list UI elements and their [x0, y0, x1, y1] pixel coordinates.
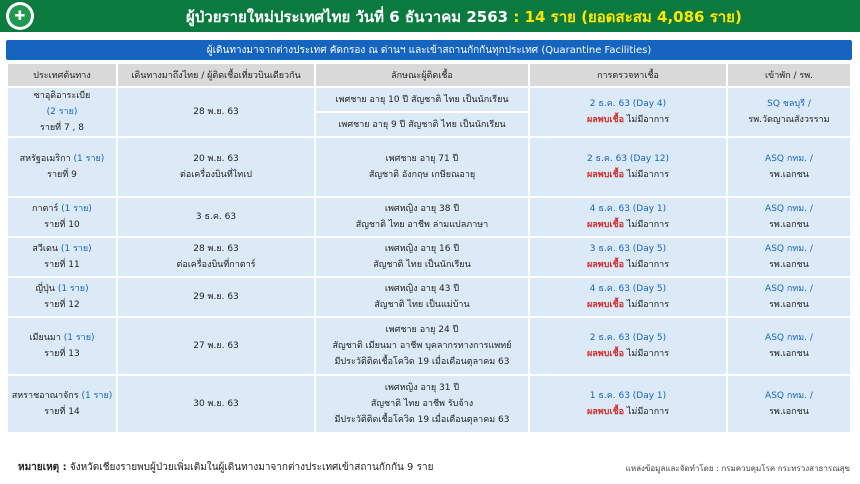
profile-line: มีประวัติติดเชื้อโควิด 19 เมื่อเดือนตุลาคม 63 — [334, 357, 510, 367]
test-result: ผลพบเชื้อ — [586, 170, 624, 180]
hospital-name: รพ.เอกชน — [769, 260, 809, 270]
country-name: กาตาร์ — [32, 204, 59, 214]
cell-facility — [728, 278, 850, 316]
note-text: จังหวัดเชียงรายพบผู้ป่วยเพิ่มเติมในผู้เดินทางมาจากต่างประเทศเข้าสถานกักกัน 9 ราย — [69, 462, 434, 473]
arrival-line: 20 พ.ย. 63 — [193, 154, 239, 164]
symptom-status: ไม่มีอาการ — [626, 349, 670, 359]
col-header-test: การตรวจหาเชื้อ — [530, 64, 726, 86]
cell-arrival — [118, 88, 314, 136]
profile-line: เพศหญิง อายุ 43 ปี — [384, 284, 460, 294]
symptom-status: ไม่มีอาการ — [626, 300, 670, 310]
hospital-name: รพ.เอกชน — [769, 349, 809, 359]
table-row — [8, 318, 850, 374]
country-name: สหราชอาณาจักร — [11, 391, 79, 401]
symptom-status: ไม่มีอาการ — [626, 170, 670, 180]
profile-line: มีประวัติติดเชื้อโควิด 19 เมื่อเดือนตุลาคม 63 — [334, 415, 510, 425]
cell-profile — [316, 198, 528, 236]
test-date: 4 ธ.ค. 63 (Day 5) — [589, 284, 667, 294]
case-number: รายที่ 11 — [44, 260, 80, 270]
test-result: ผลพบเชื้อ — [586, 220, 624, 230]
cell-test — [530, 278, 726, 316]
facility-name: ASQ กทม. / — [765, 154, 813, 164]
arrival-line: ต่อเครื่องบินที่กาตาร์ — [176, 260, 256, 270]
note-label: หมายเหตุ : — [18, 462, 67, 473]
arrival-line: 28 พ.ย. 63 — [193, 244, 239, 254]
cell-arrival — [118, 318, 314, 374]
country-name: เมียนมา — [29, 333, 61, 343]
hospital-name: รพ.เอกชน — [769, 170, 809, 180]
test-result: ผลพบเชื้อ — [586, 260, 624, 270]
arrival-line: 29 พ.ย. 63 — [193, 292, 239, 302]
profile-line: เพศหญิง อายุ 31 ปี — [384, 383, 460, 393]
arrival-line: 28 พ.ย. 63 — [193, 107, 239, 117]
test-result: ผลพบเชื้อ — [586, 349, 624, 359]
cell-test — [530, 238, 726, 276]
table-row — [8, 138, 850, 196]
cell-profile — [316, 318, 528, 374]
hospital-name: รพ.เอกชน — [769, 407, 809, 417]
arrival-line: ต่อเครื่องบินที่ไทเป — [179, 170, 253, 180]
test-date: 3 ธ.ค. 63 (Day 5) — [589, 244, 667, 254]
facility-name: ASQ กทม. / — [765, 284, 813, 294]
profile-line: เพศชาย อายุ 71 ปี — [385, 154, 459, 164]
case-number: รายที่ 14 — [44, 407, 80, 417]
table-header-row — [8, 64, 850, 86]
col-header-profile: ลักษณะผู้ติดเชื้อ — [316, 64, 528, 86]
cell-test — [530, 198, 726, 236]
cell-country — [8, 138, 116, 196]
cell-country — [8, 88, 116, 136]
facility-name: ASQ กทม. / — [765, 333, 813, 343]
test-result: ผลพบเชื้อ — [586, 115, 624, 125]
profile-line: สัญชาติ ไทย เป็นแม่บ้าน — [374, 300, 470, 310]
country-count: (2 ราย) — [46, 107, 78, 117]
cell-arrival — [118, 198, 314, 236]
arrival-line: 3 ธ.ค. 63 — [195, 212, 237, 222]
case-number: รายที่ 10 — [44, 220, 80, 230]
cell-profile — [316, 238, 528, 276]
test-date: 2 ธ.ค. 63 (Day 5) — [589, 333, 667, 343]
arrival-line: 27 พ.ย. 63 — [193, 341, 239, 351]
table-row — [8, 198, 850, 236]
facility-name: ASQ กทม. / — [765, 204, 813, 214]
cell-facility — [728, 318, 850, 374]
table-row — [8, 376, 850, 432]
cell-facility — [728, 238, 850, 276]
subheader-bar: ผู้เดินทางมาจากต่างประเทศ คัดกรอง ณ ด่านฯ และเข้าสถานกักกันทุกประเทศ (Quarantine Facilities) — [6, 40, 852, 60]
case-number: รายที่ 12 — [44, 300, 80, 310]
profile-line: เพศหญิง อายุ 38 ปี — [384, 204, 460, 214]
cell-country — [8, 238, 116, 276]
col-header-country: ประเทศต้นทาง — [8, 64, 116, 86]
hospital-name: รพ.วัดญาณสังวรราม — [748, 115, 830, 125]
profile-line: สัญชาติ ไทย อาชีพ รับจ้าง — [370, 399, 474, 409]
country-count: (1 ราย) — [63, 333, 95, 343]
country-name: สหรัฐอเมริกา — [19, 154, 71, 164]
cell-facility — [728, 198, 850, 236]
country-name: ญี่ปุ่น — [35, 284, 55, 294]
cell-country — [8, 376, 116, 432]
symptom-status: ไม่มีอาการ — [626, 115, 670, 125]
cell-test — [530, 138, 726, 196]
hospital-name: รพ.เอกชน — [769, 300, 809, 310]
hospital-name: รพ.เอกชน — [769, 220, 809, 230]
cell-arrival — [118, 376, 314, 432]
facility-name: ASQ กทม. / — [765, 391, 813, 401]
profile-line: เพศชาย อายุ 24 ปี — [385, 325, 459, 335]
case-count-highlight: : 14 ราย (ยอดสะสม 4,086 ราย) — [513, 8, 742, 26]
arrival-line: 30 พ.ย. 63 — [193, 399, 239, 409]
test-date: 2 ธ.ค. 63 (Day 4) — [589, 99, 667, 109]
test-result: ผลพบเชื้อ — [586, 407, 624, 417]
case-number: รายที่ 13 — [44, 349, 80, 359]
case-number: รายที่ 7 , 8 — [40, 123, 84, 133]
cell-arrival — [118, 138, 314, 196]
cell-facility — [728, 138, 850, 196]
table-row — [8, 88, 850, 111]
country-name: ซาอุดิอาระเบีย — [33, 91, 91, 101]
test-date: 2 ธ.ค. 63 (Day 12) — [586, 154, 670, 164]
country-count: (1 ราย) — [61, 204, 92, 214]
footer-source: แหล่งข้อมูลและจัดทำโดย : กรมควบคุมโรค กระทรวงสาธารณสุข — [625, 464, 850, 473]
footer-note — [18, 460, 433, 475]
profile-line: เพศชาย อายุ 9 ปี สัญชาติ ไทย เป็นนักเรียน — [338, 119, 506, 130]
table-body — [8, 88, 850, 432]
symptom-status: ไม่มีอาการ — [626, 220, 670, 230]
cases-table — [6, 62, 852, 434]
cell-test — [530, 376, 726, 432]
moph-logo — [6, 2, 34, 30]
cell-profile — [316, 88, 528, 111]
profile-line: เพศชาย อายุ 10 ปี สัญชาติ ไทย เป็นนักเรียน — [335, 94, 509, 105]
test-date: 1 ธ.ค. 63 (Day 1) — [589, 391, 667, 401]
profile-line: สัญชาติ อังกฤษ เกษียณอายุ — [368, 170, 476, 180]
profile-line: เพศหญิง อายุ 16 ปี — [384, 244, 460, 254]
table-row — [8, 238, 850, 276]
title-text: ผู้ป่วยรายใหม่ประเทศไทย วันที่ 6 ธันวาคม 2563 — [186, 8, 509, 26]
cell-country — [8, 278, 116, 316]
symptom-status: ไม่มีอาการ — [626, 260, 670, 270]
facility-name: SQ ชลบุรี / — [767, 99, 811, 109]
cell-facility — [728, 376, 850, 432]
country-count: (1 ราย) — [60, 244, 92, 254]
country-name: สวีเดน — [32, 244, 58, 254]
profile-line: สัญชาติ ไทย อาชีพ ล่ามแปลภาษา — [355, 220, 489, 230]
logo-emblem-icon: ✚ — [9, 5, 31, 27]
header-bar — [0, 0, 860, 32]
cell-profile — [316, 376, 528, 432]
symptom-status: ไม่มีอาการ — [626, 407, 670, 417]
country-count: (1 ราย) — [81, 391, 113, 401]
cell-country — [8, 318, 116, 374]
country-count: (1 ราย) — [73, 154, 105, 164]
cell-profile — [316, 138, 528, 196]
cell-profile — [316, 113, 528, 136]
case-number: รายที่ 9 — [47, 170, 77, 180]
profile-line: สัญชาติ เมียนมา อาชีพ บุคลากรทางการแพทย์ — [332, 341, 512, 351]
facility-name: ASQ กทม. / — [765, 244, 813, 254]
cell-country — [8, 198, 116, 236]
test-result: ผลพบเชื้อ — [586, 300, 624, 310]
col-header-facility: เข้าพัก / รพ. — [728, 64, 850, 86]
table-row — [8, 278, 850, 316]
page-title — [186, 5, 742, 29]
cell-facility — [728, 88, 850, 136]
cell-arrival — [118, 278, 314, 316]
profile-line: สัญชาติ ไทย เป็นนักเรียน — [373, 260, 471, 270]
country-count: (1 ราย) — [57, 284, 89, 294]
cell-test — [530, 88, 726, 136]
test-date: 4 ธ.ค. 63 (Day 1) — [589, 204, 667, 214]
col-header-arrival: เดินทางมาถึงไทย / ผู้ติดเชื้อเที่ยวบินเดียวกัน — [118, 64, 314, 86]
cell-test — [530, 318, 726, 374]
cell-arrival — [118, 238, 314, 276]
cell-profile — [316, 278, 528, 316]
